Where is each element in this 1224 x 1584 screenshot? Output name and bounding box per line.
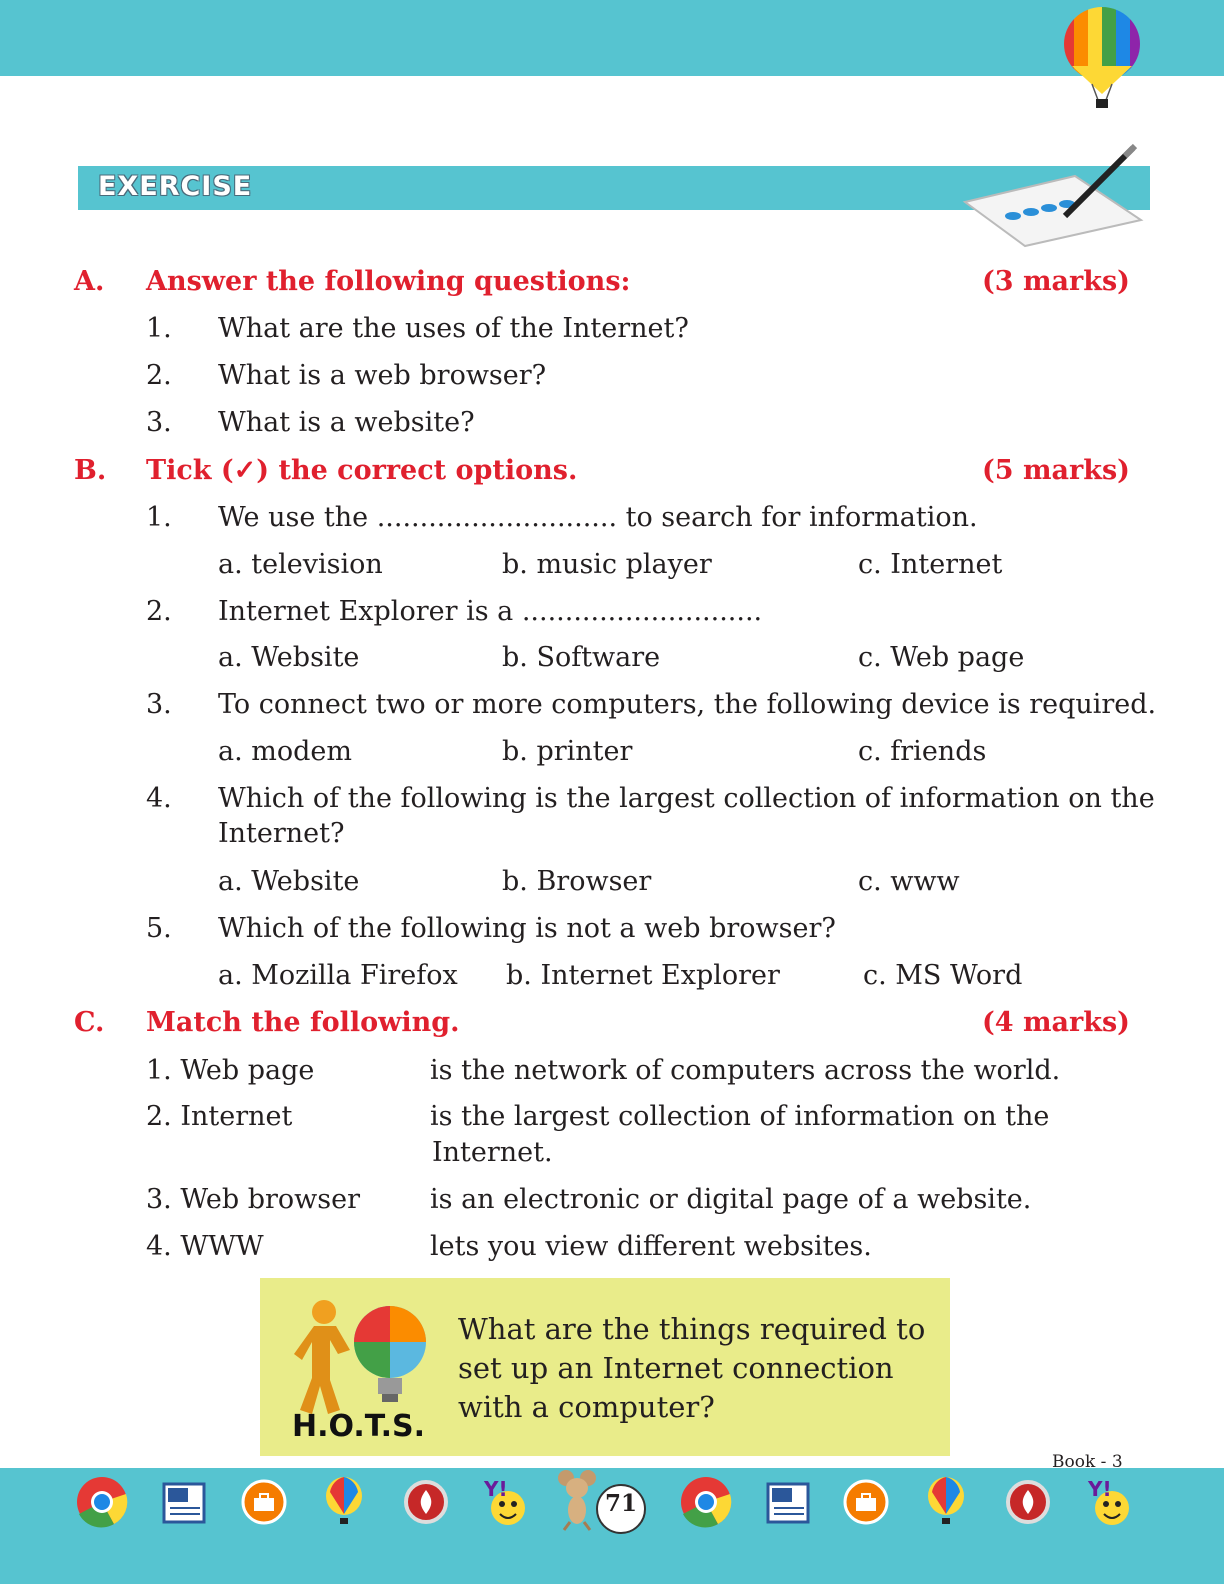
question-text: We use the ............................ to search for information. — [218, 502, 978, 533]
option-c: c. friends — [858, 736, 987, 767]
match-right-item: is the largest collection of information on the — [430, 1101, 1050, 1132]
option-a: a. television — [218, 549, 383, 580]
section-c-letter: C. — [74, 1007, 105, 1038]
hots-line: set up an Internet connection — [458, 1351, 894, 1385]
question-number: 5. — [146, 913, 172, 944]
option-c: c. MS Word — [863, 960, 1023, 991]
book-label: Book - 3 — [1052, 1452, 1123, 1472]
option-c: c. Web page — [858, 642, 1025, 673]
page-number: 71 — [604, 1490, 637, 1517]
section-a-marks: (3 marks) — [982, 266, 1130, 297]
option-b: b. Internet Explorer — [506, 960, 780, 991]
exercise-title: EXERCISE — [98, 171, 253, 202]
section-c-title: Match the following. — [146, 1007, 460, 1038]
question-number: 3. — [146, 407, 172, 438]
option-b: b. printer — [502, 736, 633, 767]
option-a: a. Website — [218, 866, 360, 897]
test-sheet-pen-icon — [955, 136, 1151, 272]
yahoo-icon — [1082, 1474, 1138, 1530]
question-text: Internet Explorer is a ............................ — [218, 596, 763, 627]
option-a: a. Mozilla Firefox — [218, 960, 458, 991]
section-b-title: Tick (✓) the correct options. — [146, 455, 578, 486]
section-c-marks: (4 marks) — [982, 1007, 1130, 1038]
question-text-continued: Internet? — [218, 818, 345, 849]
yahoo-icon — [478, 1474, 534, 1530]
question-text: What is a website? — [218, 407, 475, 438]
briefcase-icon — [236, 1474, 292, 1530]
option-b: b. Browser — [502, 866, 652, 897]
match-left-item: 1. Web page — [146, 1055, 315, 1086]
balloon-icon — [316, 1474, 372, 1530]
top-banner — [0, 0, 1224, 76]
question-number: 1. — [146, 502, 172, 533]
chrome-icon — [74, 1474, 130, 1530]
question-text: What are the uses of the Internet? — [218, 313, 689, 344]
match-right-item: lets you view different websites. — [430, 1231, 872, 1262]
question-number: 1. — [146, 313, 172, 344]
option-a: a. modem — [218, 736, 352, 767]
section-a-title: Answer the following questions: — [146, 266, 631, 297]
section-b-letter: B. — [74, 455, 107, 486]
match-left-item: 4. WWW — [146, 1231, 264, 1262]
match-left-item: 3. Web browser — [146, 1184, 361, 1215]
hots-line: with a computer? — [458, 1390, 715, 1424]
question-text: What is a web browser? — [218, 360, 547, 391]
svg-text:Y!: Y! — [484, 1477, 508, 1501]
svg-text:Y!: Y! — [1088, 1477, 1112, 1501]
chrome-icon — [678, 1474, 734, 1530]
burner-icon — [1000, 1474, 1056, 1530]
question-text: Which of the following is the largest collection of information on the — [218, 783, 1155, 814]
question-number: 2. — [146, 360, 172, 391]
question-number: 2. — [146, 596, 172, 627]
match-left-item: 2. Internet — [146, 1101, 293, 1132]
question-number: 3. — [146, 689, 172, 720]
match-right-item: is the network of computers across the world. — [430, 1055, 1061, 1086]
briefcase-icon — [838, 1474, 894, 1530]
hots-label: H.O.T.S. — [292, 1409, 426, 1440]
question-text: To connect two or more computers, the following device is required. — [218, 689, 1157, 720]
section-a-letter: A. — [74, 266, 105, 297]
hot-air-balloon-icon — [1060, 6, 1144, 110]
burner-icon — [398, 1474, 454, 1530]
section-b-marks: (5 marks) — [982, 455, 1130, 486]
balloon-icon — [918, 1474, 974, 1530]
hots-line: What are the things required to — [458, 1312, 926, 1346]
question-text: Which of the following is not a web browser? — [218, 913, 836, 944]
hots-question — [458, 1310, 925, 1427]
option-b: b. music player — [502, 549, 712, 580]
word-icon — [760, 1474, 816, 1530]
option-a: a. Website — [218, 642, 360, 673]
word-icon — [156, 1474, 212, 1530]
question-number: 4. — [146, 783, 172, 814]
mouse-mascot-icon — [552, 1466, 602, 1532]
match-right-item: is an electronic or digital page of a website. — [430, 1184, 1032, 1215]
hots-puzzle-bulb-icon — [290, 1290, 440, 1440]
option-c: c. www — [858, 866, 960, 897]
match-right-item-continued: Internet. — [432, 1137, 553, 1168]
option-b: b. Software — [502, 642, 661, 673]
option-c: c. Internet — [858, 549, 1003, 580]
